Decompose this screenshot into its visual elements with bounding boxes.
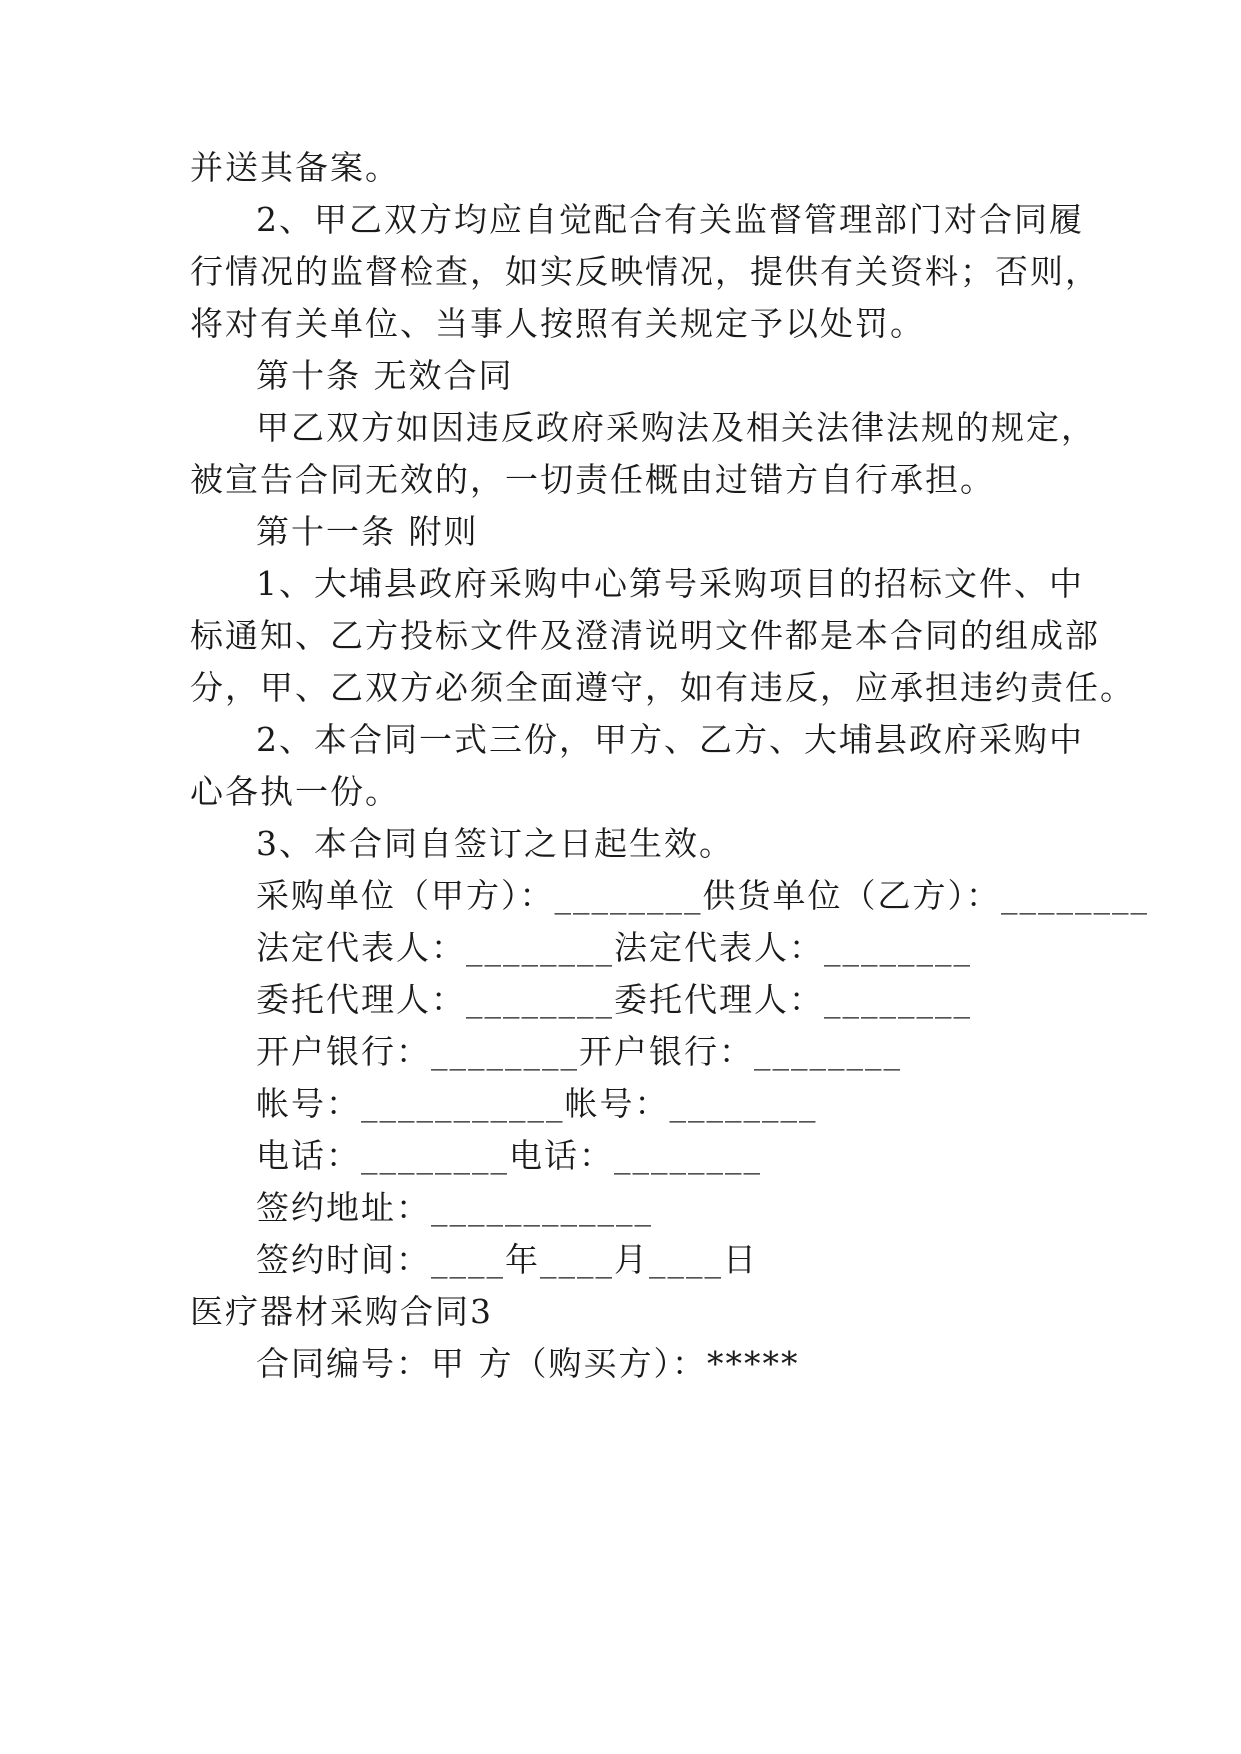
- signature-field: 开户银行：________开户银行：________: [256, 1032, 902, 1071]
- text-line: 行情况的监督检查，如实反映情况，提供有关资料；否则，: [190, 252, 1100, 291]
- text-line: 3、本合同自签订之日起生效。: [256, 824, 734, 863]
- text-line: 并送其备案。: [190, 148, 400, 187]
- signature-field: 电话：________电话：________: [256, 1136, 762, 1175]
- signature-field: 签约时间：____年____月____日: [256, 1240, 758, 1279]
- text-line: 甲乙双方如因违反政府采购法及相关法律法规的规定，: [256, 408, 1096, 447]
- signature-field: 采购单位（甲方）：________供货单位（乙方）：________: [256, 876, 1149, 915]
- section-heading: 第十条 无效合同: [256, 356, 514, 395]
- text-line: 2、本合同一式三份，甲方、乙方、大埔县政府采购中: [256, 720, 1084, 759]
- text-line: 1、大埔县政府采购中心第号采购项目的招标文件、中: [256, 564, 1084, 603]
- text-line: 将对有关单位、当事人按照有关规定予以处罚。: [190, 304, 925, 343]
- text-line: 标通知、乙方投标文件及澄清说明文件都是本合同的组成部: [190, 616, 1100, 655]
- signature-field: 帐号：___________帐号：________: [256, 1084, 818, 1123]
- signature-field: 委托代理人：________委托代理人：________: [256, 980, 972, 1019]
- signature-field: 签约地址：____________: [256, 1188, 653, 1227]
- text-line: 合同编号：甲 方（购买方）：*****: [256, 1344, 800, 1383]
- text-line: 被宣告合同无效的，一切责任概由过错方自行承担。: [190, 460, 995, 499]
- text-line: 分，甲、乙双方必须全面遵守，如有违反，应承担违约责任。: [190, 668, 1135, 707]
- text-line: 心各执一份。: [190, 772, 400, 811]
- signature-field: 法定代表人：________法定代表人：________: [256, 928, 972, 967]
- text-line: 2、甲乙双方均应自觉配合有关监督管理部门对合同履: [256, 200, 1084, 239]
- section-heading: 第十一条 附则: [256, 512, 479, 551]
- document-title: 医疗器材采购合同3: [190, 1292, 493, 1331]
